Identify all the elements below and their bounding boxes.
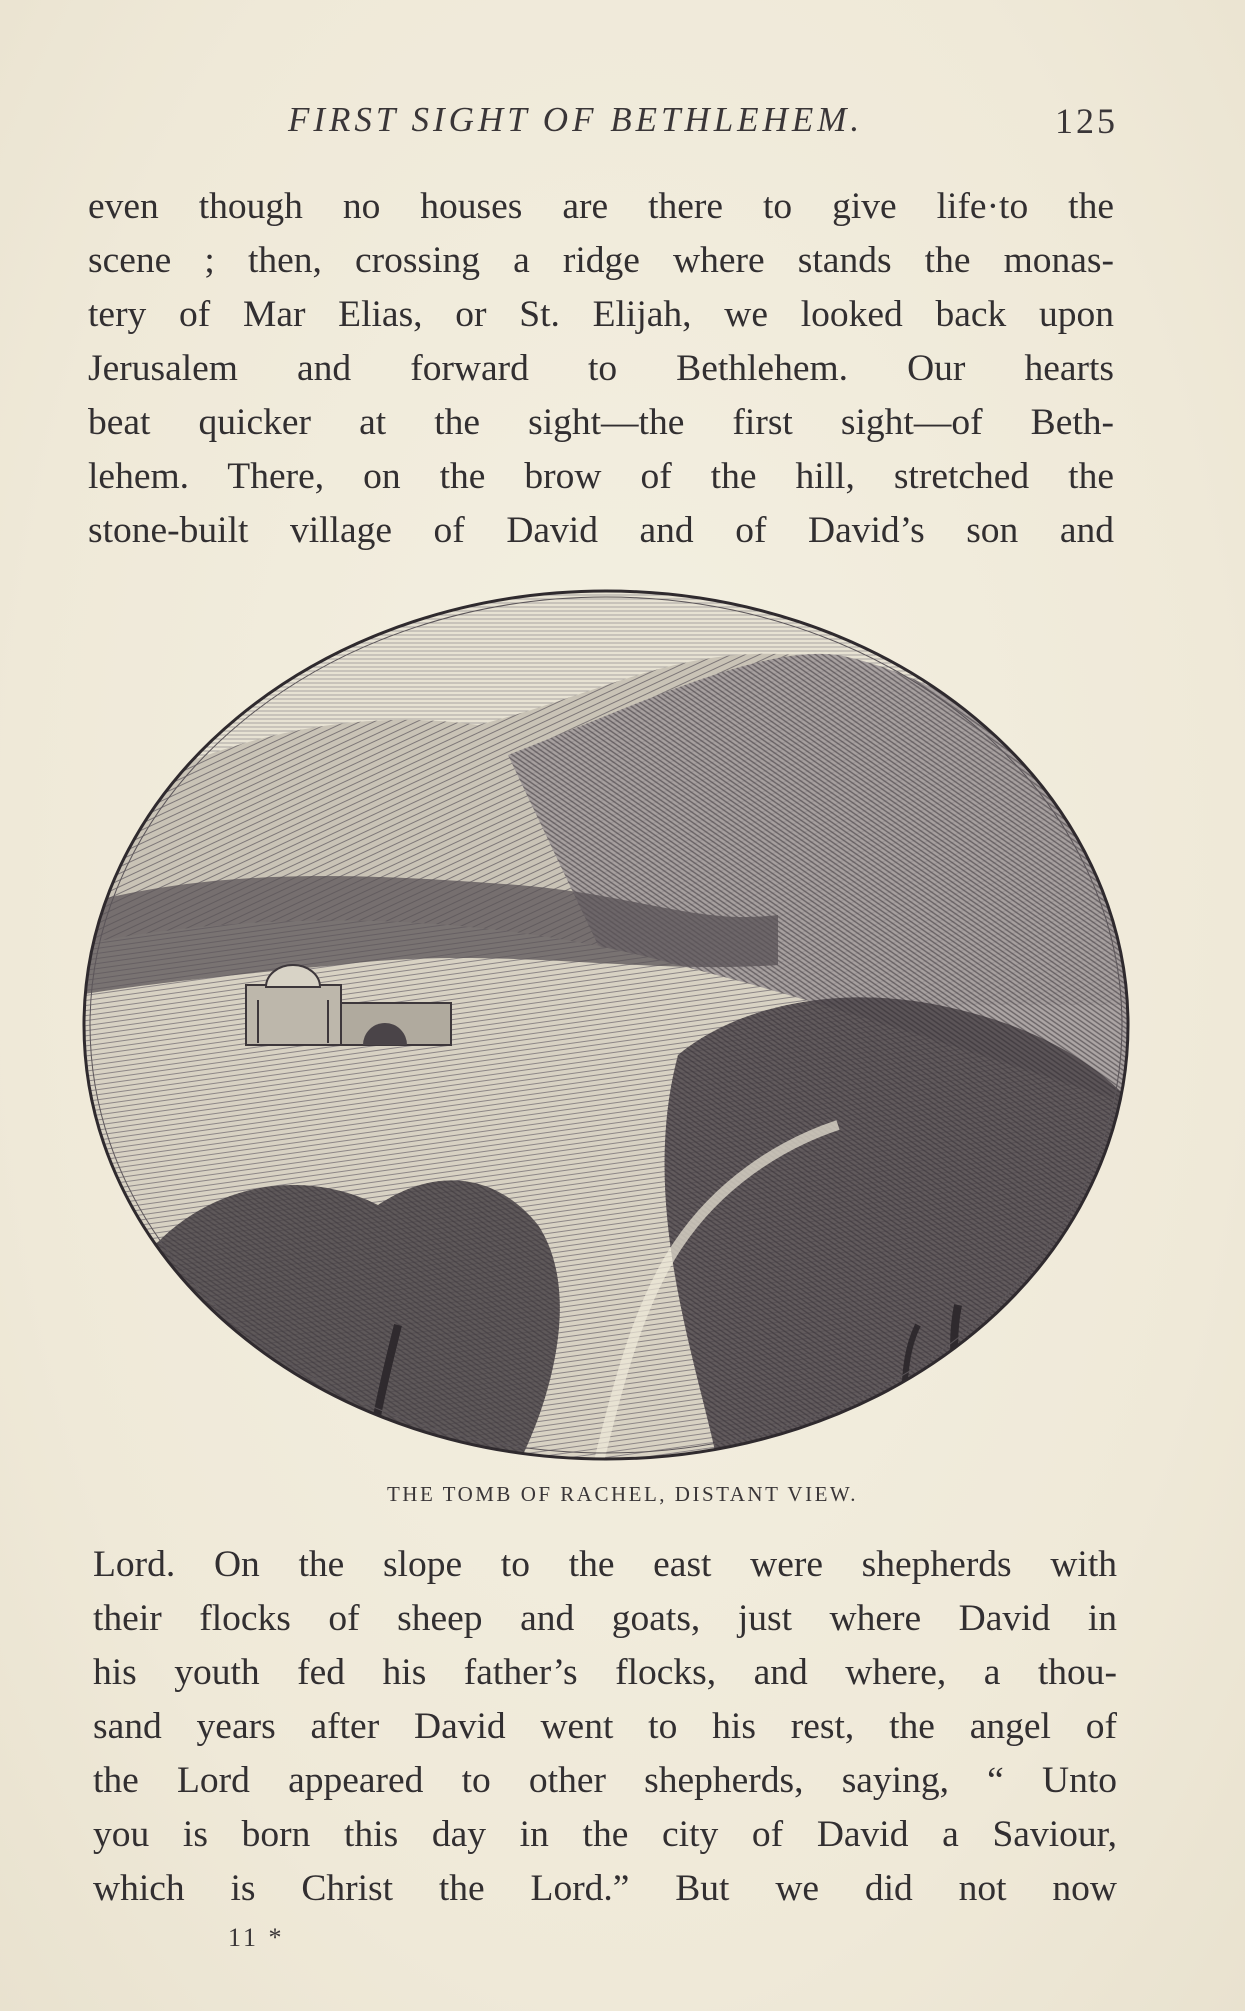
body-text-top: [88, 180, 1114, 558]
running-title: FIRST SIGHT OF BETHLEHEM.: [288, 100, 864, 139]
page-number: 125: [1055, 101, 1118, 141]
text-line: lehem. There, on the brow of the hill, stretched the: [88, 456, 1114, 497]
body-text-bottom: [93, 1538, 1117, 1916]
text-line: stone-built village of David and of David’s son and: [88, 510, 1114, 551]
text-line: you is born this day in the city of David a Saviour,: [93, 1814, 1117, 1855]
signature-mark: 11 *: [228, 1923, 285, 1952]
text-line: his youth fed his father’s flocks, and where, a thou-: [93, 1652, 1117, 1693]
text-line: beat quicker at the sight—the first sight—of Beth-: [88, 402, 1114, 443]
text-line: Jerusalem and forward to Bethlehem. Our hearts: [88, 348, 1114, 389]
text-line: which is Christ the Lord.” But we did not now: [93, 1868, 1117, 1909]
illustration-caption: THE TOMB OF RACHEL, DISTANT VIEW.: [386, 1482, 859, 1506]
text-line: tery of Mar Elias, or St. Elijah, we looked back upon: [88, 294, 1114, 335]
text-line: sand years after David went to his rest, the angel of: [93, 1706, 1117, 1747]
text-line: the Lord appeared to other shepherds, saying, “ Unto: [93, 1760, 1117, 1801]
text-line: even though no houses are there to give life·to the: [88, 186, 1114, 227]
running-head: [88, 100, 1118, 148]
text-line: Lord. On the slope to the east were shepherds with: [93, 1544, 1117, 1585]
text-line: their flocks of sheep and goats, just where David in: [93, 1598, 1117, 1639]
text-line: scene ; then, crossing a ridge where stands the monas-: [88, 240, 1114, 281]
engraving-illustration: [78, 585, 1134, 1465]
